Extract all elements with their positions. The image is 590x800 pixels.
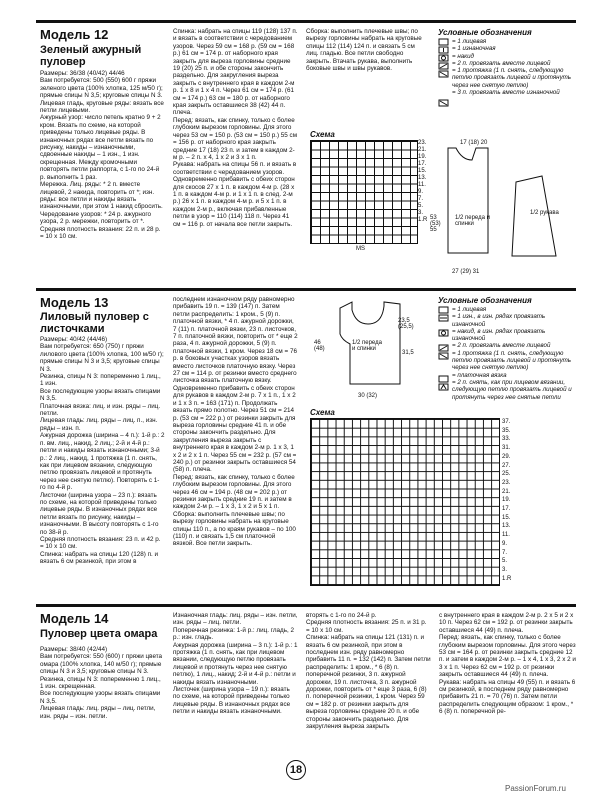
model-12-chart-grid xyxy=(310,140,418,244)
model-12-chart-row-numbers: 23. 21. 19. 17. 15. 13. 11. 9. 7. 5. 3. 1.R xyxy=(418,140,428,223)
watermark: PassionForum.ru xyxy=(505,784,566,793)
model-14-subtitle: Пуловер цвета омара xyxy=(40,628,158,640)
section-rule-top xyxy=(36,20,576,23)
model-13-legend-title: Условные обозначения xyxy=(438,296,532,305)
model-12-legend-title: Условные обозначения xyxy=(438,28,532,37)
model-12-chart-title: Схема xyxy=(310,130,335,139)
model-12-legend: = 1 лицевая = 1 изнаночная = накид = 2 п. провязать вместе лицевой = 1 протяжка (1 п. снять, следующую петлю провязать лицевой и протянуть через нее снятую петлю) = 3 п. провязать вместе изнаночной xyxy=(452,38,572,97)
model-13-subtitle: Лиловый пуловер с листочками xyxy=(40,311,149,335)
section-rule-13 xyxy=(36,288,576,291)
model-12-chart-ms: MS xyxy=(356,246,365,252)
model-13-chart-title: Схема xyxy=(310,408,335,417)
model-13-dim-shoulder: 23,5 (25,5) xyxy=(398,318,414,330)
model-13-chart-row-numbers: 37. 35. 33. 31. 29. 27. 25. 23. 21. 19. 17. 15. 13. 11. 9. 7. 5. 3. 1.R xyxy=(502,419,512,582)
model-13-dim-length: 46 (48) xyxy=(314,340,325,352)
model-12-title: Модель 12 xyxy=(40,27,109,42)
model-14-text-col-2: Изнаночная гладь: лиц. ряды – изн. петли, изн. ряды – лиц. петли. Поперечная резинка: 1-й р.: лиц. гладь, 2 р.: изн. гладь. Ажурная дорожка (ширина – 3 п.): 1-й р.: 1 протяжка (1 п. снять, как при лицевом вязании, следующую петлю провязать лицевой и протянуть через нее снятую петлю), 1 лиц., накид; 2-й и 4-й р.: петли и накиды вязать изнаночными. Листочек (ширина узора – 19 п.): вязать по схеме, на которой приведены только лицевые ряды. В изнаночных рядах все петли и накиды вязать изнаночными. xyxy=(173,612,298,716)
page-number: 18 xyxy=(286,760,306,780)
model-13-schematic-front-label: 1/2 переда и спинки xyxy=(352,340,382,352)
model-12-schematic-sleeve-label: 1/2 рукава xyxy=(530,210,559,216)
model-12-dim-neck: 17 (18) 20 xyxy=(460,140,488,146)
model-12-subtitle: Зеленый ажурный пуловер xyxy=(40,44,142,68)
model-13-text-col-1: Размеры: 40/42 (44/46) Вам потребуется: 650 (750) г пряжи лилового цвета (100% хлопка, 100 м/50 г); прямые спицы N 3 и 3,5; круговые спицы N 3. Резинка, спицы N 3: попеременно 1 лиц., 1 изн. Все последующие узоры вязать спицами N 3,5. Платочная вязка: лиц. и изн. ряды – лиц. петли. Лицевая гладь: лиц. ряды – лиц. п., изн. ряды – изн. п. Ажурная дорожка (ширина – 4 п.): 1-й р.: 2 п. вм. лиц., накид, 2 лиц.; 2-й и 4-й р.: петли и накиды вязать изнаночными; 3-й р.: 2 лиц., накид, 1 протяжка (1 п. снять, как при лицевом вязании, следующую петлю провязать лицевой и протянуть через нее снятую петлю). Повторять с 1-го по 4-й р. Листочки (ширина узора – 23 п.): вязать по схеме, на которой приведены только лицевые ряды. В изнаночных рядах все петли вязать по рисунку, накиды – изнаночными. В высоту повторять с 1-го по 38-й р. Средняя плотность вязания: 23 п. и 42 р. = 10 х 10 см. Спинка: набрать на спицы 120 (128) п. и вязать 6 см резинкой, при этом в xyxy=(40,336,165,566)
model-12-text-col-3: Сборка: выполнить плечевые швы; по вырезу горловины набрать на круговые спицы 112 (114) 124 п. и связать 5 см лиц. гладью. Все петли свободно закрыть. Втачать рукава, выполнить боковые швы и швы рукавов. xyxy=(306,28,422,73)
model-12-legend-symbols xyxy=(438,38,450,124)
model-13-chart-grid xyxy=(310,418,500,586)
model-13-legend-symbols xyxy=(438,306,450,404)
section-rule-14 xyxy=(36,604,576,607)
model-13-dim-width: 30 (32) xyxy=(358,393,378,399)
model-13-legend: = 1 лицевая = 1 изн., в изн. рядах провязать изнаночной = накид, в изн. рядах провязать изнаночной = 2 п. провязать вместе лицевой = 1 протяжка (1 п. снять, следующую петлю провязать лицевой и протянуть через нее снятую петлю) = платочная вязка = 2 п. снять, как при лицевом вязании, следующую петлю провязать лицевой и протянуть через нее снятые петли xyxy=(452,306,572,401)
model-12-text-col-1: Размеры: 36/38 (40/42) 44/46 Вам потребуется: 500 (550) 600 г пряжи зеленого цвета (100% хлопка, 125 м/50 г); прямые спицы N 3,5; круговые спицы N 3. Лицевая гладь, круговые ряды: вязать все петли лицевыми. Ажурный узор: число петель кратно 9 + 2 кром. Вязать по схеме, на которой приведены только лицевые ряды. В изнаночных рядах все петли вязать по рисунку, накиды – изнаночными, сдвоенные накиды – 1 изн., 1 изн. скрещенная. Между кромочными повторять петли раппорта, с 1-го по 24-й р. выполнить 1 раз. Мережка. Лиц. ряды: * 2 п. вместе лицевой, 2 накида, повторить от *; изн. ряды: все петли и накиды вязать изнаночными, при этом 1 накид сбросить. Чередование узоров: * 24 р. ажурного узора, 2 р. мережки, повторить от *. Средняя плотность вязания: 22 п. и 28 р. = 10 х 10 см. xyxy=(40,70,164,240)
model-14-text-col-1: Размеры: 38/40 (42/44) Вам потребуется: 550 (600) г пряжи цвета омара (100% хлопка, 140 м/50 г); прямые спицы N 3 и 3,5; круговые спицы N 3. Резинка, спицы N 3: попеременно 1 лиц., 1 изн. скрещенная. Все последующие узоры вязать спицами N 3,5. Лицевая гладь: лиц. ряды – лиц. петли, изн. ряды – изн. петли. xyxy=(40,646,163,720)
model-14-text-col-3: вторять с 1-го по 24-й р. Средняя плотность вязания: 25 п. и 31 р. = 10 х 10 см. Спинка: набрать на спицы 121 (131) п. и вязать 6 см резинкой, при этом в последнем изн. ряду равномерно прибавить 11 п. = 132 (142) п. Затем петли распределить: 1 кром., * 6 (8) п. поперечной резинки, 3 п. ажурной дорожки, 19 п. листочка, 3 п. ажурной дорожки, повторить от * еще 3 раза, 6 (8) п. поперечной резинки, 1 кром. Через 59 см = 182 р. от резинки закрыть для выреза горловины средние 20 п. и обе стороны закончить раздельно. Для закругления выреза закрыть xyxy=(306,612,431,731)
model-12-dim-length: 53 (53) 55 xyxy=(430,215,441,233)
model-13-text-col-2: последнем изнаночном ряду равномерно прибавить 19 п. = 139 (147) п. Затем петли распределить: 1 кром., 5 (9) п. платочной вязки, * 4 п. ажурной дорожки, 7 (11) п. платочной вязки, 23 п. листочков, 7 п. платочной вязки, повторить от * еще 2 раза, 4 п. ажурной дорожки, 5 (9) п. платочной вязки, 1 кром. Через 18 см = 76 р. в боковых участках узоров вязать вместо листочков платочную вязку. Через 27 см = 114 р. от резинки вместо среднего листочка вязать платочную вязку. Одновременно прибавить с обеих сторон для рукавов в каждом 2-м р. 7 х 1 п., 1 х 2 и 1 х 3 п. = 163 (171) п. Продолжать вязать прямо полотно. Через 51 см = 214 р. (53 см = 222 р.) от резинки закрыть для выреза горловины средние 41 п. и обе стороны закончить раздельно. Для закругления выреза закрыть с внутреннего края в каждом 2-м р. 1 х 3, 1 х 2 и 2 х 1 п. Через 55 см = 232 р. (57 см = 240 р.) от резинки закрыть оставшиеся 54 (58) п. плеча. Перед: вязать, как спинку, только с более глубоким вырезом горловины. Для этого через 46 см = 194 р. (48 см = 202 р.) от резинки закрыть средние 19 п. и затем в каждом 2-м р. – 1 х 3, 1 х 2 и 5 х 1 п. Сборка: выполнить плечевые швы; по вырезу горловины набрать на круговые спицы 110 п., а по краям рукавов – по 100 (110) п. и связать 1,5 см платочной вязкой. Все петли закрыть. xyxy=(173,296,298,548)
model-13-dim-side: 31,5 xyxy=(402,350,414,356)
model-12-dim-width: 27 (29) 31 xyxy=(452,269,480,275)
model-14-title: Модель 14 xyxy=(40,611,109,626)
model-13-title: Модель 13 xyxy=(40,295,109,310)
model-14-text-col-4: с внутреннего края в каждом 2-м р. 2 х 5 и 2 х 10 п. Через 62 см = 192 р. от резинки закрыть оставшиеся 44 (49) п. плеча. Перед: вязать, как спинку, только с более глубоким вырезом горловины. Для этого через 53 см = 164 р. от резинки закрыть средние 12 п. и затем в каждом 2-м р. – 1 х 4, 1 х 3, 2 х 2 и 3 х 1 п. Через 62 см = 192 р. от резинки закрыть оставшиеся 44 (49) п. плеча. Рукава: набрать на спицы 49 (55) п. и вязать 6 см резинкой, в последнем ряду равномерно прибавить 21 п. = 70 (76) п. Затем петли распределить следующим образом: 1 кром., * 6 (8) п. поперечной ре- xyxy=(439,612,576,716)
model-12-schematic-front-label: 1/2 переда и спинки xyxy=(455,215,490,227)
model-12-text-col-2: Спинка: набрать на спицы 119 (128) 137 п. и вязать в соответствии с чередованием узоров. Через 59 см = 168 р. (59 см = 168 р.) 61 см = 174 р. от наборного края закрыть для выреза горловины средние 19 (20) 25 п. и обе стороны закончить раздельно. Для закругления выреза закрыть с внутреннего края в каждом 2-м р. 1 х 8 и 1 х 4 п. Через 61 см = 174 р. (61 см = 174 р.) 63 см = 180 р. от наборного края закрыть оставшиеся 38 (42) 44 п. плеча. Перед: вязать, как спинку, только с более глубоким вырезом горловины. Для этого через 53 см = 150 р. (53 см = 150 р.) 55 см = 156 р. от наборного края закрыть средние 17 (18) 23 п. и затем в каждом 2-м р. – 2 п. х 4, 1 х 2 и 3 х 1 п. Рукава: набрать на спицы 56 п. и вязать в соответствии с чередованием узоров. Одновременно прибавить с обеих сторон для скосов 27 х 1 п. в каждом 4-м р. (28 х 1 п. в каждом 4-м р. и 1 х 1 п. в след. 2-м р.) 26 х 1 п. в каждом 4-м р. и 5 х 1 п. в каждом 2-м р., включая прибавленные петли в узор = 110 (114) 118 п. Через 41 см = 116 р. от начала все петли закрыть. xyxy=(173,28,298,228)
